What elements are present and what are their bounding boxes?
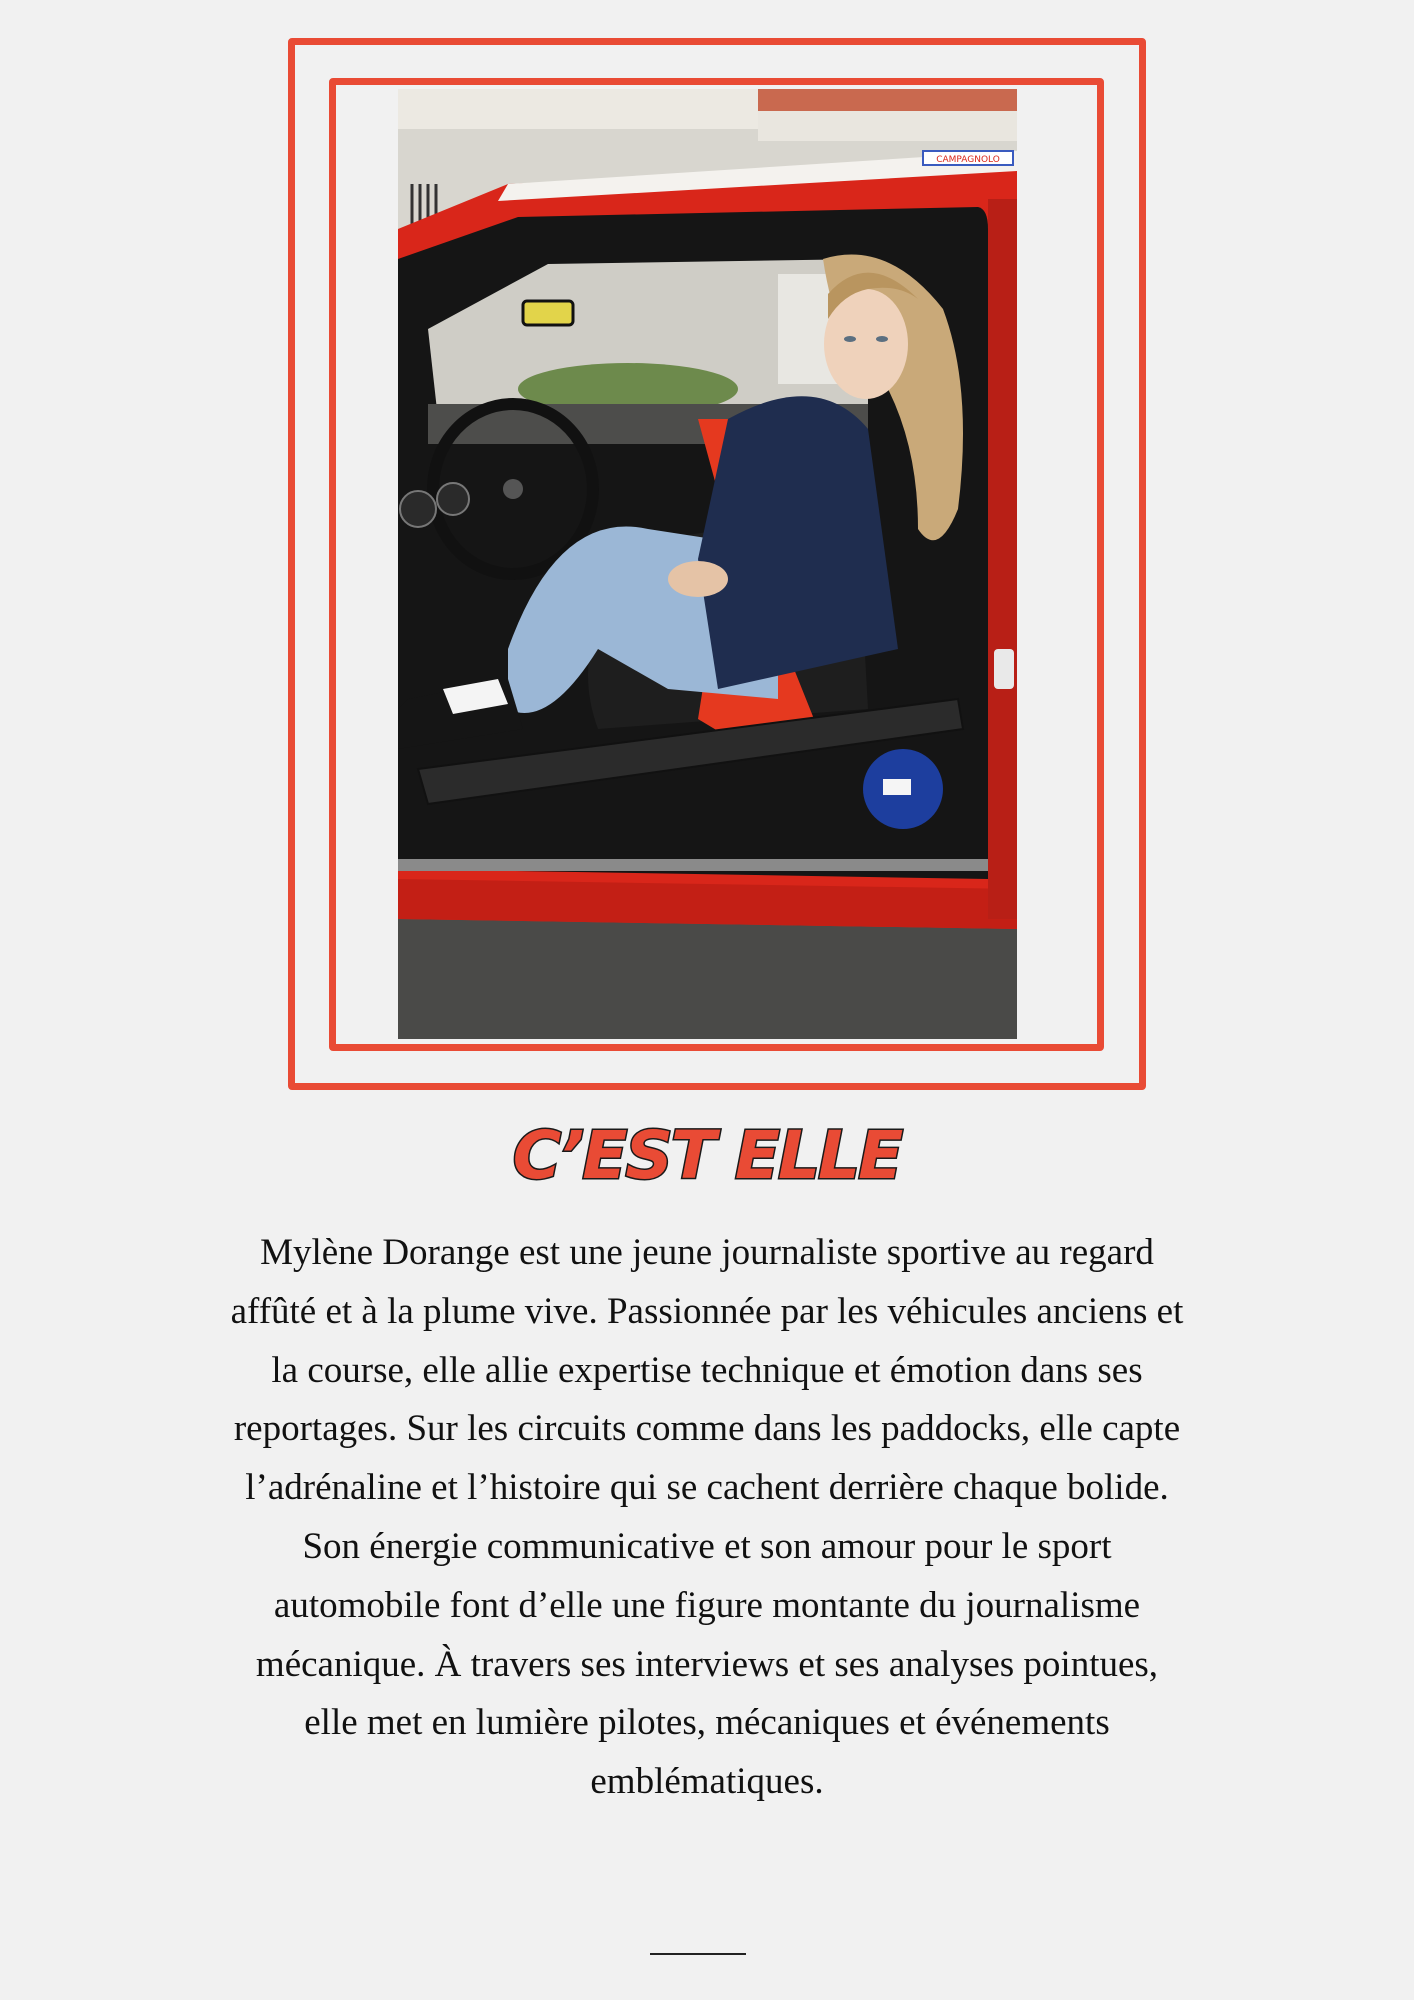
section-divider (650, 1953, 746, 1955)
sticker-text: CAMPAGNOLO (936, 155, 1000, 165)
portrait-photo (398, 89, 1017, 1039)
section-heading: C’EST ELLE (512, 1117, 902, 1194)
bio-paragraph: Mylène Dorange est une jeune journaliste sportive au regard affûté et à la plume vive. Passionnée par les véhicules anciens et la course, elle allie expertise technique et émotion dans ses reportages. Sur les circuits comme dans les paddocks, elle capte l’adrénaline et l’histoire qui se cachent derrière chaque bolide. Son énergie communicative et son amour pour le sport automobile font d’elle une figure montante du journalisme mécanique. À travers ses interviews et ses analyses pointues, elle met en lumière pilotes, mécaniques et événements emblématiques. (230, 1232, 1184, 1803)
